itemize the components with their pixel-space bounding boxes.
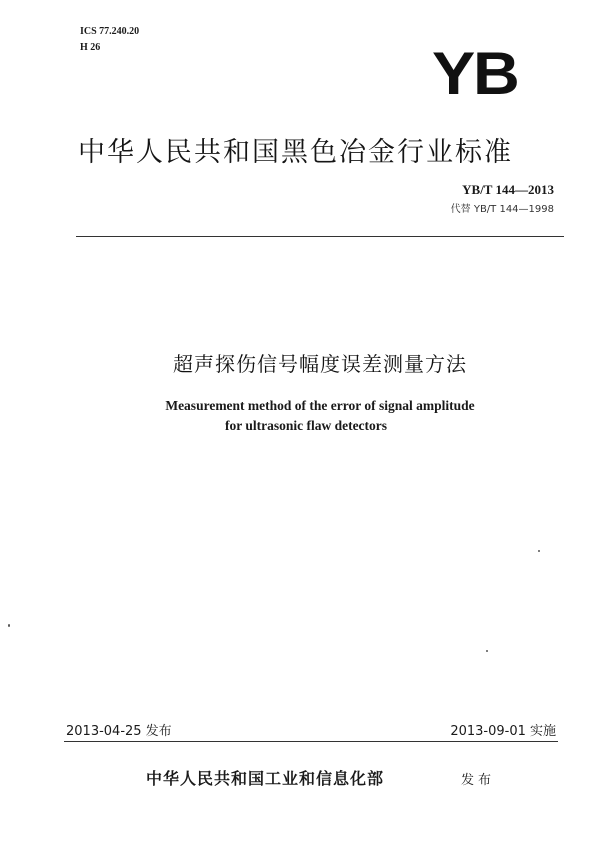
issuer-suffix: 发布 xyxy=(461,773,496,788)
scan-speck xyxy=(538,550,540,552)
publish-date: 2013-04-25 发布 xyxy=(66,724,172,739)
implement-date: 2013-09-01 实施 xyxy=(450,724,556,739)
classification-code: H 26 xyxy=(80,42,101,53)
replaces-standard: 代替 YB/T 144—1998 xyxy=(450,204,554,215)
yb-logo: YB xyxy=(432,40,518,107)
scan-speck xyxy=(486,650,488,652)
bottom-divider xyxy=(64,741,558,742)
org-title: 中华人民共和国黑色冶金行业标准 xyxy=(78,137,513,168)
top-divider xyxy=(76,236,564,237)
scan-speck xyxy=(8,624,10,627)
standard-number: YB/T 144—2013 xyxy=(462,182,554,197)
title-english-line2: for ultrasonic flaw detectors xyxy=(224,418,388,433)
title-chinese: 超声探伤信号幅度误差测量方法 xyxy=(173,352,467,376)
title-english-line1: Measurement method of the error of signal amplitude xyxy=(165,398,475,413)
issuer-name: 中华人民共和国工业和信息化部 xyxy=(146,769,385,788)
ics-code: ICS 77.240.20 xyxy=(80,26,140,37)
